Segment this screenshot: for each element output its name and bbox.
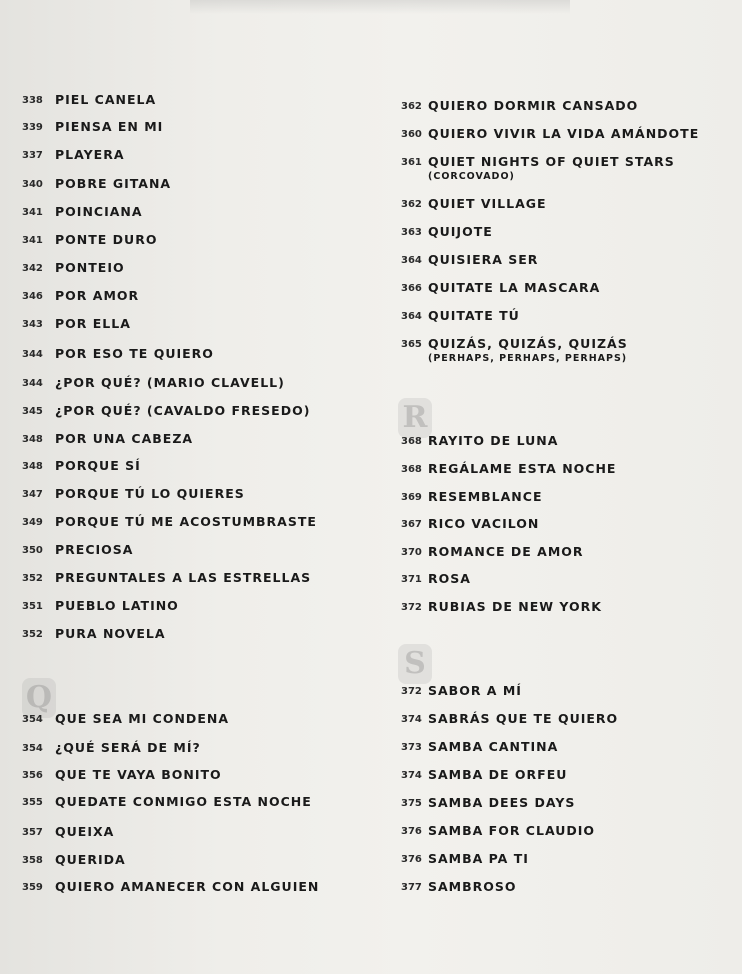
song-subtitle: (PERHAPS, PERHAPS, PERHAPS) <box>428 353 628 364</box>
page-number: 360 <box>401 129 422 140</box>
page-number: 362 <box>401 199 422 210</box>
page-number: 338 <box>22 95 43 106</box>
song-title: PREGUNTALES A LAS ESTRELLAS <box>55 570 312 585</box>
page-number: 356 <box>22 770 43 781</box>
song-title: RUBIAS DE NEW YORK <box>428 599 602 614</box>
song-title: PIEL CANELA <box>55 92 157 107</box>
page-number: 341 <box>22 207 43 218</box>
page-number: 348 <box>22 461 43 472</box>
song-title: RESEMBLANCE <box>428 489 543 504</box>
page-number: 363 <box>401 227 422 238</box>
song-title: RAYITO DE LUNA <box>428 433 559 448</box>
page-number: 367 <box>401 519 422 530</box>
page-number: 366 <box>401 283 422 294</box>
page-number: 352 <box>22 629 43 640</box>
song-title: PIENSA EN MI <box>55 119 164 134</box>
page-number: 368 <box>401 464 422 475</box>
song-title: ¿POR QUÉ? (CAVALDO FRESEDO) <box>55 403 311 418</box>
page-number: 354 <box>22 714 43 725</box>
page-number: 346 <box>22 291 43 302</box>
page-number: 377 <box>401 882 422 893</box>
song-title: PONTE DURO <box>55 232 158 247</box>
page-number: 348 <box>22 434 43 445</box>
page-number: 375 <box>401 798 422 809</box>
song-title: ¿POR QUÉ? (MARIO CLAVELL) <box>55 375 285 390</box>
page-number: 372 <box>401 686 422 697</box>
song-title: QUEDATE CONMIGO ESTA NOCHE <box>55 794 312 809</box>
song-title: POBRE GITANA <box>55 176 172 191</box>
page-number: 364 <box>401 255 422 266</box>
page-number: 351 <box>22 601 43 612</box>
song-title: QUE SEA MI CONDENA <box>55 711 229 726</box>
page-number: 347 <box>22 489 43 500</box>
page-number: 339 <box>22 122 43 133</box>
page-number: 368 <box>401 436 422 447</box>
page-number: 373 <box>401 742 422 753</box>
page-number: 337 <box>22 150 43 161</box>
song-title: SAMBA DEES DAYS <box>428 795 576 810</box>
song-title: SAMBA FOR CLAUDIO <box>428 823 596 838</box>
song-title: SAMBA PA TI <box>428 851 529 866</box>
page-number: 354 <box>22 743 43 754</box>
song-title: QUERIDA <box>55 852 126 867</box>
page-number: 358 <box>22 855 43 866</box>
page-number: 345 <box>22 406 43 417</box>
song-title: ROSA <box>428 571 471 586</box>
page-number: 362 <box>401 101 422 112</box>
page-number: 343 <box>22 319 43 330</box>
page-number: 376 <box>401 854 422 865</box>
page-number: 369 <box>401 492 422 503</box>
page-number: 361 <box>401 157 422 168</box>
section-mark-s: S <box>398 644 432 684</box>
song-title: ROMANCE DE AMOR <box>428 544 584 559</box>
page-number: 359 <box>22 882 43 893</box>
song-title: PURA NOVELA <box>55 626 166 641</box>
song-title: PLAYERA <box>55 147 125 162</box>
song-title: QUIZÁS, QUIZÁS, QUIZÁS <box>428 336 628 351</box>
song-title: QUISIERA SER <box>428 252 539 267</box>
page-number: 352 <box>22 573 43 584</box>
page-number: 341 <box>22 235 43 246</box>
song-title: SAMBA CANTINA <box>428 739 559 754</box>
page-number: 374 <box>401 770 422 781</box>
page-number: 342 <box>22 263 43 274</box>
song-title: POINCIANA <box>55 204 143 219</box>
song-title: REGÁLAME ESTA NOCHE <box>428 461 617 476</box>
song-title: PORQUE SÍ <box>55 458 141 473</box>
song-title: QUEIXA <box>55 824 115 839</box>
page-number: 350 <box>22 545 43 556</box>
section-mark-q: Q <box>22 678 56 718</box>
page-number: 344 <box>22 378 43 389</box>
song-title: PORQUE TÚ LO QUIERES <box>55 486 245 501</box>
song-title: QUE TE VAYA BONITO <box>55 767 222 782</box>
song-title: QUIET NIGHTS OF QUIET STARS <box>428 154 675 169</box>
page-number: 340 <box>22 179 43 190</box>
page-number: 372 <box>401 602 422 613</box>
song-title: QUITATE LA MASCARA <box>428 280 601 295</box>
song-title: POR ELLA <box>55 316 131 331</box>
song-title: POR UNA CABEZA <box>55 431 194 446</box>
page-number: 374 <box>401 714 422 725</box>
page-number: 370 <box>401 547 422 558</box>
song-title: POR AMOR <box>55 288 140 303</box>
page-number: 344 <box>22 349 43 360</box>
song-title: QUIET VILLAGE <box>428 196 547 211</box>
song-title: ¿QUÉ SERÁ DE MÍ? <box>55 740 201 755</box>
page-number: 365 <box>401 339 422 350</box>
song-title: QUIERO VIVIR LA VIDA AMÁNDOTE <box>428 126 700 141</box>
song-title: QUITATE TÚ <box>428 308 520 323</box>
song-title: QUIJOTE <box>428 224 493 239</box>
song-subtitle: (CORCOVADO) <box>428 171 515 182</box>
song-title: POR ESO TE QUIERO <box>55 346 214 361</box>
page-number: 349 <box>22 517 43 528</box>
page-number: 364 <box>401 311 422 322</box>
page-number: 371 <box>401 574 422 585</box>
song-title: PUEBLO LATINO <box>55 598 179 613</box>
song-title: SABRÁS QUE TE QUIERO <box>428 711 619 726</box>
song-title: QUIERO AMANECER CON ALGUIEN <box>55 879 320 894</box>
page-number: 357 <box>22 827 43 838</box>
song-title: PONTEIO <box>55 260 125 275</box>
song-title: SAMBROSO <box>428 879 517 894</box>
song-title: SABOR A MÍ <box>428 683 522 698</box>
song-title: PRECIOSA <box>55 542 134 557</box>
page-number: 355 <box>22 797 43 808</box>
song-title: PORQUE TÚ ME ACOSTUMBRASTE <box>55 514 317 529</box>
section-mark-r: R <box>398 398 432 438</box>
song-title: SAMBA DE ORFEU <box>428 767 568 782</box>
page-number: 376 <box>401 826 422 837</box>
song-title: QUIERO DORMIR CANSADO <box>428 98 639 113</box>
song-title: RICO VACILON <box>428 516 540 531</box>
